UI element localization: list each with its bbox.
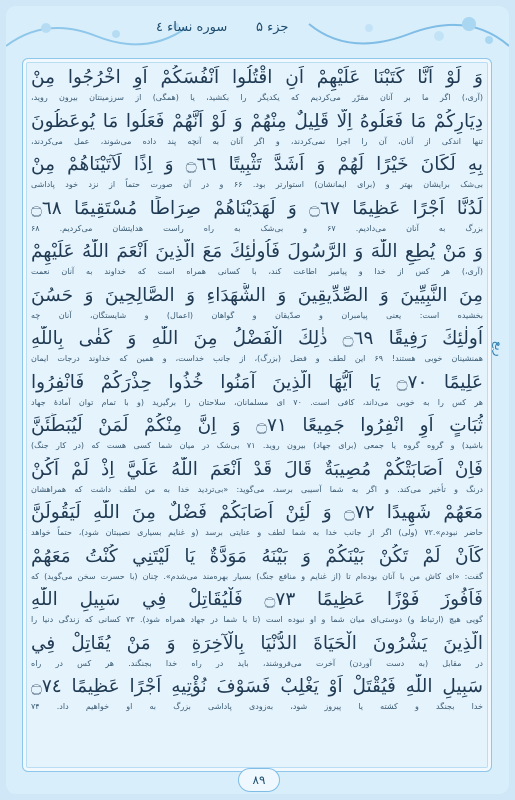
- arabic-text: لَدُنَّا اَجْرًا عَظِيمًا ۝٦٧ وَ لَهَدَيْنَاهُمْ صِرَاطًا مُسْتَقِيمًا ۝٦٨: [31, 197, 483, 219]
- persian-translation: در مقابل (به دست آوردن) آخرت می‌فروشند، باید در راه خدا بجنگند. هر کس در راه: [31, 658, 483, 668]
- persian-translation: همنشینان خوبی هستند! ۶۹ این لطف و فضل (بزرگ)، از جانب خداست، و همین که خداوند درجات ایمان: [31, 354, 483, 363]
- persian-translation: خدا بجنگد و کشته یا پیروز شود، به‌زودی پاداشی بزرگ به او خواهیم داد. ۷۴: [31, 702, 483, 711]
- verse-line: [31, 65, 483, 109]
- arabic-text: ثُبَاتٍ اَوِ انْفِرُوا جَمِيعًا ۝٧١ وَ اِنَّ مِنْكُمْ لَمَنْ لَيُبَطِّئَنَّ: [31, 415, 483, 436]
- juz-label: جزء ۵: [256, 20, 289, 35]
- verse-line: [31, 413, 483, 457]
- verse-line: [31, 326, 483, 370]
- persian-translation: بی‌شک برایشان بهتر و (برای ایمانشان) استوارتر بود. ۶۶ و در آن صورت حتماً از نزد خود پاداشی: [31, 180, 483, 189]
- persian-translation: (آری،) اگر ما بر آنان مقرّر می‌کردیم که یکدیگر را بکشید، یا (همگی) از سرزمینتان بیرون روید،: [31, 93, 483, 102]
- verse-line: [31, 544, 483, 588]
- verse-line: [31, 500, 483, 544]
- persian-translation: درنگ و تأخیر می‌کند. و اگر به شما آسیبی برسد، می‌گوید: «بی‌تردید خدا به من لطف داشت که همراهشان: [31, 484, 483, 494]
- persian-translation: بخشیده است: یعنی پیامبران و صدّیقان و گواهان (اعمال) و شایستگان، آنان چه: [31, 310, 483, 320]
- arabic-text: عَلِيمًا ۝٧٠ يَا اَيُّهَا الَّذِينَ آمَنُوا خُذُوا حِذْرَكُمْ فَانْفِرُوا: [31, 371, 483, 393]
- arabic-text: وَ لَوْ اَنَّا كَتَبْنَا عَلَيْهِمْ اَنِ اقْتُلُوا اَنْفُسَكُمْ اَوِ اخْرُجُوا مِنْ: [31, 67, 483, 88]
- arabic-text: سَبِيلِ اللّٰهِ فَيُقْتَلْ اَوْ يَغْلِبْ فَسَوْفَ نُؤْتِيهِ اَجْرًا عَظِيمًا ۝٧٤: [31, 676, 483, 697]
- verse-line: [31, 109, 483, 153]
- arabic-text: اُولٰئِكَ رَفِيقًا ۝٦٩ ذٰلِكَ الْفَضْلُ مِنَ اللّٰهِ وَ كَفٰى بِاللّٰهِ: [31, 328, 483, 349]
- page-header: [6, 10, 509, 50]
- verse-line: [31, 196, 483, 240]
- persian-translation: گفت: «ای کاش من با آنان بوده‌ام تا (از غنایم و منافع جنگ) بسیار بهره‌مند می‌شدم». چنان (با حسرت سخن می‌گوید) که: [31, 571, 483, 581]
- persian-translation: (آری،) هر کس از خدا و پیامبر اطاعت کند، با کسانی همراه است که خداوند به آنان نعمت: [31, 267, 483, 276]
- verse-line: [31, 674, 483, 718]
- verse-lines: [31, 65, 483, 718]
- rub-marker: ربع: [492, 341, 506, 357]
- arabic-text: دِيَارِكُمْ مَا فَعَلُوهُ اِلَّا قَلِيلٌ مِنْهُمْ وَ لَوْ اَنَّهُمْ فَعَلُوا مَا يُوعَظُونَ: [31, 110, 483, 132]
- arabic-text: الَّذِينَ يَشْرُونَ الْحَيَاةَ الدُّنْيَا بِالْآخِرَةِ وَ مَنْ يُقَاتِلْ فِي: [31, 632, 483, 654]
- persian-translation: هر کس را به خوبی می‌داند، کافی است. ۷۰ ای مسلمانان، سلاحتان را برگیرید (و با تمام توان آمادهٔ جهاد: [31, 397, 483, 407]
- arabic-text: فَاِنْ اَصَابَتْكُمْ مُصِيبَةٌ قَالَ قَدْ اَنْعَمَ اللّٰهُ عَلَيَّ اِذْ لَمْ اَكُنْ: [31, 458, 483, 480]
- verse-line: [31, 283, 483, 327]
- persian-translation: بزرگ به آنان می‌دادیم. ۶۷ و بی‌شک به راه راست هدایتشان می‌کردیم. ۶۸: [31, 223, 483, 233]
- arabic-text: كَاَنْ لَمْ تَكُنْ بَيْنَكُمْ وَ بَيْنَهُ مَوَدَّةٌ يَا لَيْتَنِي كُنْتُ مَعَهُمْ: [31, 545, 483, 567]
- verse-line: [31, 239, 483, 283]
- surah-title: سوره نساء ٤: [156, 20, 228, 35]
- page-frame: [6, 6, 509, 794]
- verse-line: [31, 370, 483, 414]
- persian-translation: تنها اندکی از آنان، آن را اجرا نمی‌کردند، و اگر آنان به آنچه پند داده می‌شوند، عمل می‌کردند،: [31, 136, 483, 146]
- arabic-text: بِهِ لَكَانَ خَيْرًا لَهُمْ وَ اَشَدَّ تَثْبِيتًا ۝٦٦ وَ اِذًا لَآتَيْنَاهُمْ مِنْ: [31, 154, 483, 175]
- arabic-text: مِنَ النَّبِيِّينَ وَ الصِّدِّيقِينَ وَ الشُّهَدَاءِ وَ الصَّالِحِينَ وَ حَسُنَ: [31, 284, 483, 306]
- persian-translation: باشید) و گروه گروه یا جمعی (برای جهاد) بیرون روید. ۷۱ بی‌شک در میان شما کسی هست که (در کار جنگ): [31, 441, 483, 450]
- verse-line: [31, 152, 483, 196]
- arabic-text: فَاَفُوزَ فَوْزًا عَظِيمًا ۝٧٣ فَلْيُقَاتِلْ فِي سَبِيلِ اللّٰهِ: [31, 589, 483, 610]
- verse-line: [31, 587, 483, 631]
- text-panel: [22, 58, 492, 772]
- page-number: ۸۹: [238, 768, 280, 792]
- verse-line: [31, 457, 483, 501]
- verse-line: [31, 631, 483, 675]
- persian-translation: گویی هیچ (ارتباط و) دوستی‌ای میان شما و او نبوده است (تا با شما در جهاد همراه شود). ۷۳ کسانی که زندگی دنیا را: [31, 615, 483, 624]
- arabic-text: وَ مَنْ يُطِعِ اللّٰهَ وَ الرَّسُولَ فَاُولٰئِكَ مَعَ الَّذِينَ اَنْعَمَ اللّٰهُ عَلَيْهِمْ: [31, 241, 483, 262]
- persian-translation: حاضر نبودم».۷۲ (ولی) اگر از جانب خدا به شما لطف و عنایتی برسد (و غنایم بسیاری نصیبتان شود)، حتماً خواهد: [31, 528, 483, 537]
- arabic-text: مَعَهُمْ شَهِيدًا ۝٧٢ وَ لَئِنْ اَصَابَكُمْ فَضْلٌ مِنَ اللّٰهِ لَيَقُولَنَّ: [31, 502, 483, 523]
